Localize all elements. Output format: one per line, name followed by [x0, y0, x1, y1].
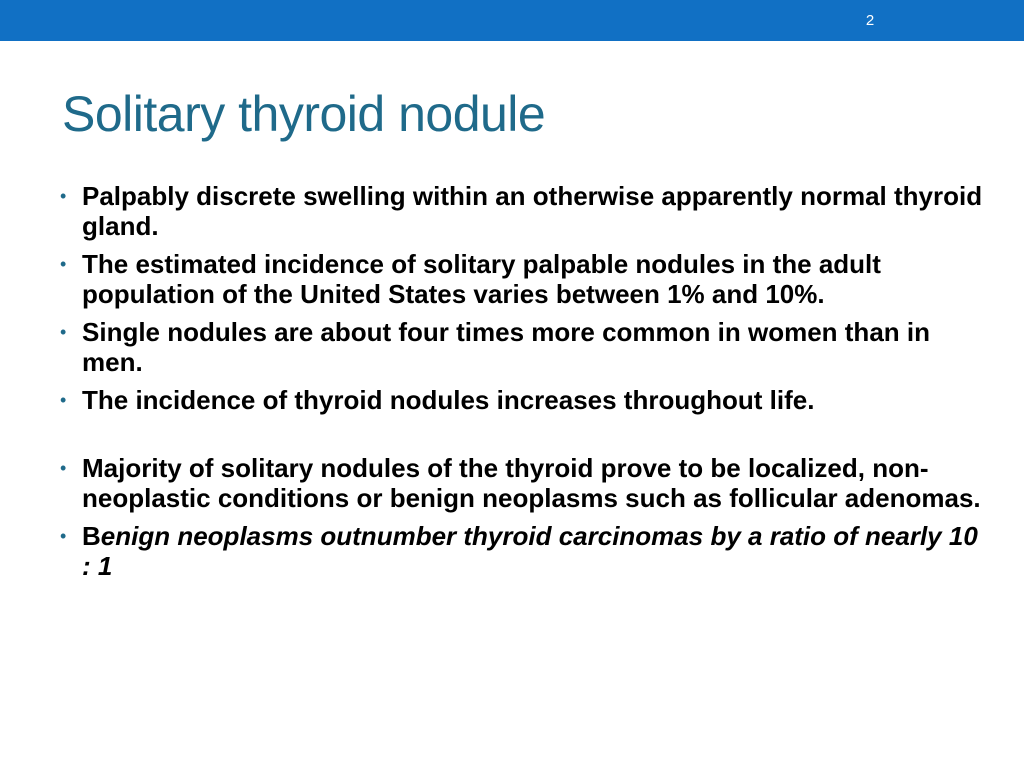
bullet-item — [60, 521, 990, 581]
bullet-text: The incidence of thyroid nodules increases throughout life. — [82, 385, 815, 415]
bullet-item — [60, 317, 990, 377]
bullet-text: Majority of solitary nodules of the thyroid prove to be localized, non-neoplastic conditions or benign neoplasms such as follicular adenomas. — [82, 453, 981, 513]
bullet-dot-icon: • — [60, 458, 67, 478]
header-bar — [0, 0, 1024, 41]
slide-title: Solitary thyroid nodule — [62, 86, 546, 142]
bullet-text: Palpably discrete swelling within an otherwise apparently normal thyroid gland. — [82, 181, 983, 241]
bullet-text: The estimated incidence of solitary palpable nodules in the adult population of the United States varies between 1% and 10%. — [82, 249, 881, 309]
bullet-dot-icon: • — [60, 322, 67, 342]
bullet-dot-icon: • — [60, 526, 67, 546]
bullet-dot-icon: • — [60, 390, 67, 410]
bullet-item — [60, 249, 990, 309]
bullet-item — [60, 181, 990, 241]
bullet-text — [82, 521, 978, 581]
bullet-text-italic: enign neoplasms outnumber thyroid carcinomas by a ratio of nearly 10 : 1 — [82, 521, 978, 581]
bullet-item — [60, 385, 990, 415]
bullet-dot-icon: • — [60, 254, 67, 274]
bullet-list — [60, 181, 990, 589]
bullet-dot-icon: • — [60, 186, 67, 206]
bullet-item — [60, 453, 990, 513]
slide-number: 2 — [865, 12, 875, 29]
bullet-text-lead: B — [82, 521, 101, 551]
bullet-text: Single nodules are about four times more common in women than in men. — [82, 317, 930, 377]
